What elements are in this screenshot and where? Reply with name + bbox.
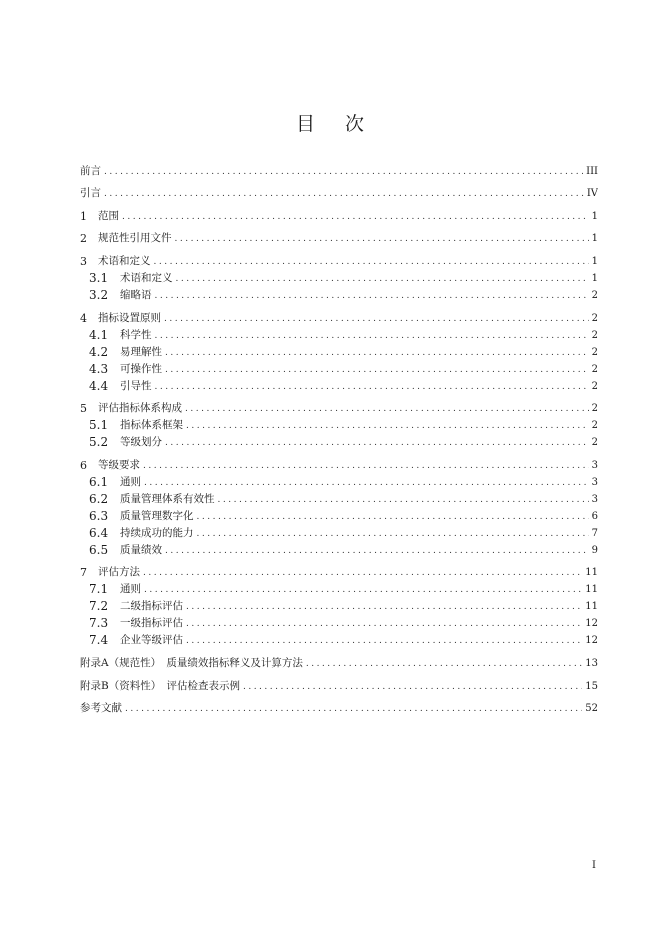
toc-entry[interactable]	[80, 451, 598, 474]
toc-entry-page: 11	[585, 601, 598, 613]
table-of-contents	[80, 157, 598, 717]
toc-entry[interactable]	[80, 581, 598, 598]
toc-entry-number: 5	[80, 402, 87, 416]
toc-entry-label: 等级要求	[98, 458, 140, 471]
toc-entry-label: 质量管理体系有效性	[120, 492, 215, 505]
toc-dot-leader	[165, 436, 589, 451]
toc-dot-leader	[165, 346, 589, 361]
toc-entry-label: 评估方法	[98, 566, 140, 579]
toc-dot-leader	[218, 493, 589, 508]
toc-entry[interactable]	[80, 202, 598, 225]
toc-entry[interactable]	[80, 417, 598, 434]
toc-entry-label: 附录B（资料性） 评估检查表示例	[80, 679, 240, 692]
toc-entry[interactable]	[80, 542, 598, 559]
toc-dot-leader	[197, 527, 589, 542]
toc-entry-number: 7.3	[89, 616, 109, 631]
toc-entry-label: 质量管理数字化	[120, 509, 194, 522]
toc-entry-number: 4.2	[89, 344, 109, 359]
toc-entry-label: 科学性	[120, 328, 152, 341]
page-title	[0, 109, 662, 136]
toc-entry-label: 参考文献	[80, 702, 122, 715]
toc-entry-page: 12	[585, 618, 598, 630]
toc-entry-label: 持续成功的能力	[120, 526, 194, 539]
toc-entry-number: 6.4	[89, 525, 109, 540]
toc-entry-label: 评估指标体系构成	[98, 402, 182, 415]
toc-entry-page: 52	[585, 703, 598, 715]
toc-entry-page: 2	[591, 363, 598, 375]
toc-dot-leader	[243, 680, 582, 695]
toc-dot-leader	[154, 255, 589, 270]
toc-entry-page: 12	[585, 635, 598, 647]
toc-dot-leader	[155, 289, 589, 304]
toc-entry[interactable]	[80, 327, 598, 344]
toc-entry[interactable]	[80, 508, 598, 525]
toc-entry-page: 2	[591, 329, 598, 341]
toc-entry-page: III	[586, 165, 598, 177]
toc-dot-leader	[125, 702, 582, 717]
toc-entry[interactable]	[80, 672, 598, 695]
toc-entry-label: 质量绩效	[120, 543, 162, 556]
toc-entry-label: 引言	[80, 187, 101, 200]
toc-dot-leader	[104, 165, 583, 180]
toc-entry[interactable]	[80, 615, 598, 632]
toc-entry-page: 2	[591, 380, 598, 392]
toc-entry[interactable]	[80, 225, 598, 248]
toc-entry[interactable]	[80, 649, 598, 672]
toc-entry[interactable]	[80, 632, 598, 649]
toc-entry-label: 通则	[120, 475, 141, 488]
toc-dot-leader	[186, 419, 589, 434]
toc-entry-number: 3.1	[89, 270, 109, 285]
toc-entry-page: 2	[591, 312, 598, 324]
toc-dot-leader	[165, 544, 589, 559]
toc-entry-page: 6	[591, 510, 598, 522]
toc-entry-label: 易理解性	[120, 345, 162, 358]
toc-dot-leader	[143, 459, 589, 474]
toc-entry[interactable]	[80, 395, 598, 418]
toc-dot-leader	[186, 634, 582, 649]
toc-entry-page: 1	[591, 272, 598, 284]
toc-dot-leader	[164, 312, 589, 327]
toc-entry[interactable]	[80, 247, 598, 270]
toc-entry-number: 6.3	[89, 508, 109, 523]
toc-entry[interactable]	[80, 491, 598, 508]
toc-entry-label: 规范性引用文件	[98, 232, 172, 245]
toc-entry-label: 引导性	[120, 379, 152, 392]
toc-entry-label: 一级指标评估	[120, 617, 183, 630]
toc-entry-number: 5.1	[89, 418, 109, 433]
toc-dot-leader	[197, 510, 589, 525]
toc-entry-page: 11	[585, 567, 598, 579]
toc-entry-number: 6.5	[89, 542, 109, 557]
toc-entry-number: 4.1	[89, 327, 109, 342]
toc-entry-page: 3	[591, 476, 598, 488]
toc-dot-leader	[165, 363, 589, 378]
toc-dot-leader	[176, 272, 589, 287]
toc-entry-number: 2	[80, 232, 87, 246]
toc-entry-label: 通则	[120, 583, 141, 596]
toc-entry[interactable]	[80, 474, 598, 491]
toc-entry[interactable]	[80, 378, 598, 395]
toc-entry-label: 范围	[98, 209, 119, 222]
toc-dot-leader	[104, 187, 584, 202]
toc-entry-page: IV	[586, 188, 598, 200]
toc-dot-leader	[144, 476, 589, 491]
toc-dot-leader	[155, 380, 589, 395]
toc-entry[interactable]	[80, 695, 598, 718]
toc-entry-page: 1	[591, 233, 598, 245]
toc-entry-page: 7	[591, 527, 598, 539]
toc-entry-number: 4.4	[89, 378, 109, 393]
toc-entry-label: 企业等级评估	[120, 634, 183, 647]
toc-entry-page: 3	[591, 459, 598, 471]
toc-entry-page: 2	[591, 437, 598, 449]
toc-entry-label: 附录A（规范性） 质量绩效指标释义及计算方法	[80, 656, 303, 669]
toc-entry[interactable]	[80, 598, 598, 615]
toc-entry-page: 9	[591, 544, 598, 556]
toc-entry-page: 1	[591, 210, 598, 222]
toc-entry-number: 6.1	[89, 474, 109, 489]
toc-entry[interactable]	[80, 157, 598, 180]
toc-dot-leader	[306, 657, 582, 672]
toc-entry-label: 缩略语	[120, 288, 152, 301]
toc-entry[interactable]	[80, 361, 598, 378]
toc-entry-page: 3	[591, 493, 598, 505]
toc-dot-leader	[143, 566, 582, 581]
toc-entry[interactable]	[80, 434, 598, 451]
toc-dot-leader	[185, 402, 589, 417]
toc-entry[interactable]	[80, 559, 598, 582]
toc-entry-page: 15	[585, 680, 598, 692]
toc-entry-number: 3	[80, 254, 87, 268]
toc-entry-number: 6.2	[89, 491, 109, 506]
toc-entry-page: 2	[591, 420, 598, 432]
title-char-first: 目	[295, 113, 317, 135]
toc-entry[interactable]	[80, 270, 598, 287]
toc-entry-label: 指标设置原则	[98, 311, 161, 324]
toc-entry-page: 2	[591, 289, 598, 301]
toc-entry-label: 可操作性	[120, 362, 162, 375]
toc-entry-number: 7	[80, 566, 87, 580]
toc-entry-label: 术语和定义	[98, 254, 151, 267]
toc-entry-number: 4	[80, 311, 87, 325]
toc-entry-number: 6	[80, 458, 87, 472]
toc-entry-label: 术语和定义	[120, 271, 173, 284]
toc-entry-label: 二级指标评估	[120, 600, 183, 613]
toc-entry-page: 2	[591, 346, 598, 358]
toc-entry-number: 7.2	[89, 599, 109, 614]
toc-dot-leader	[155, 329, 589, 344]
toc-dot-leader	[144, 583, 582, 598]
toc-entry-number: 1	[80, 209, 87, 223]
toc-entry-page: 2	[591, 403, 598, 415]
toc-entry[interactable]	[80, 525, 598, 542]
toc-dot-leader	[186, 600, 582, 615]
toc-entry-number: 5.2	[89, 435, 109, 450]
toc-dot-leader	[175, 232, 589, 247]
toc-entry-number: 4.3	[89, 361, 109, 376]
toc-entry-page: 1	[591, 255, 598, 267]
toc-entry-page: 13	[585, 657, 598, 669]
toc-entry[interactable]	[80, 287, 598, 304]
toc-entry-number: 7.4	[89, 633, 109, 648]
toc-entry-number: 3.2	[89, 287, 109, 302]
toc-entry-page: 11	[585, 584, 598, 596]
toc-entry-number: 7.1	[89, 582, 109, 597]
footer-page-number: I	[592, 860, 596, 871]
toc-entry[interactable]	[80, 304, 598, 327]
toc-entry[interactable]	[80, 180, 598, 203]
toc-entry-label: 前言	[80, 164, 101, 177]
toc-dot-leader	[186, 617, 582, 632]
toc-entry-label: 等级划分	[120, 436, 162, 449]
toc-entry-label: 指标体系框架	[120, 419, 183, 432]
title-char-second: 次	[345, 113, 367, 135]
toc-dot-leader	[122, 210, 589, 225]
toc-entry[interactable]	[80, 344, 598, 361]
